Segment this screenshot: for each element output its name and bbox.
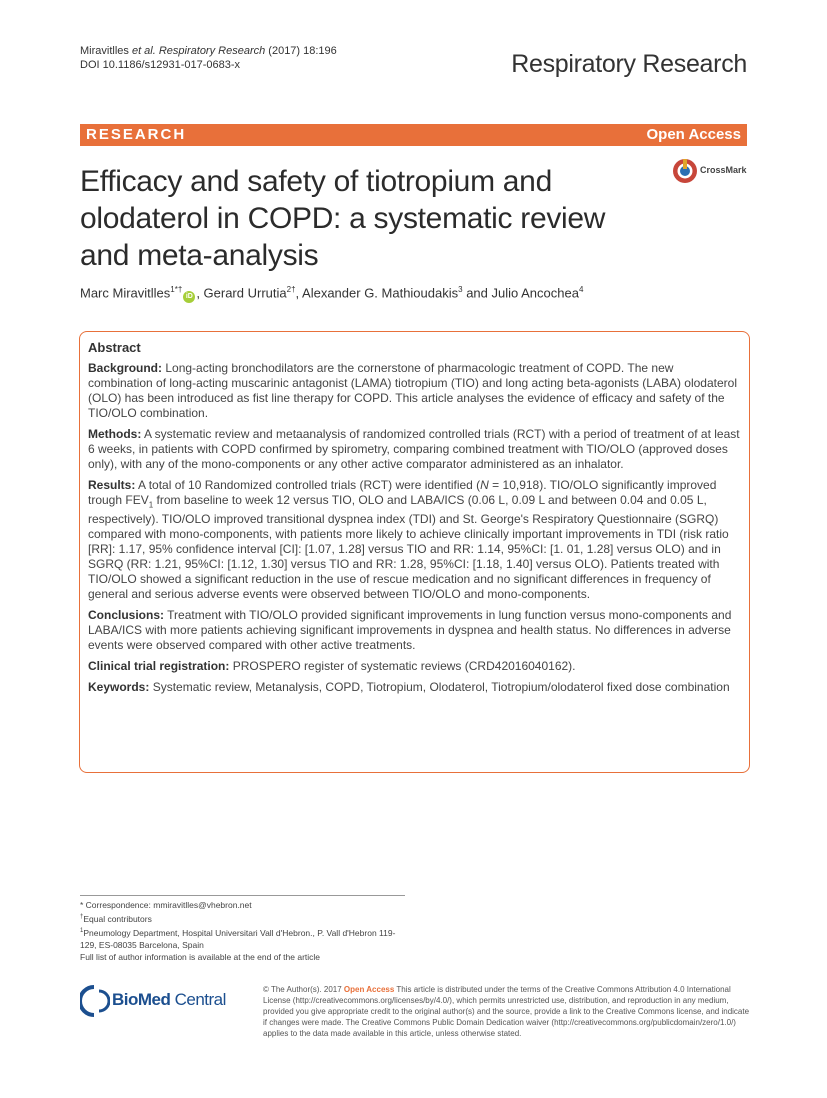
full-list-note: Full list of author information is available at the end of the article [80,951,321,962]
keywords-text: Systematic review, Metanalysis, COPD, Tiotropium, Olodaterol, Tiotropium/olodaterol fixed dose combination [149,680,730,695]
citation-block [80,44,337,72]
biomed-central-logo-icon [80,985,110,1017]
results-text-c: from baseline to week 12 versus TIO, OLO and LABA/ICS (0.06 L, 0.09 L and between 0.04 and 0.05 L, respectively). TIO/OLO improved transitional dyspnea index (TDI) and St. George's Respiratory Questionnaire (SGRQ) compared with mono-components, with patients more likely to achieve clinically important improvements in TDI (risk ratio [RR]: 1.17, 95% confidence interval [CI]: [1.07, 1.28] versus TIO and RR: 1.14, 95%CI: [1. 01, 1.28] versus OLO) and in SGRQ (RR: 1.21, 95%CI: [1.12, 1.30] versus TIO and RR: 1.28, 95%CI: [1.18, 1.40] versus OLO). Patients treated with TIO/OLO showed a significant reduction in the use of rescue medication and no significant differences in frequency of general and serious adverse events were observed between TIO/OLO and mono-components. [88,493,729,602]
citation-year: (2017) 18:196 [265,45,337,57]
title-line-2: olodaterol in COPD: a systematic review [80,202,606,235]
crossmark-label: CrossMark [700,165,747,175]
article-type-banner [80,124,747,146]
abstract-keywords [88,680,741,695]
license-open-access: Open Access [343,985,395,994]
conclusions-label: Conclusions: [88,608,165,623]
author-1[interactable]: Marc Miravitlles [80,285,171,301]
license-body: This article is distributed under the terms of the Creative Commons Attribution 4.0 International License (http://creativecommons.org/licenses/by/4.0/), which permits unrestricted use, distribution, and reproduction in any medium, provided you give appropriate credit to the original author(s) and the source, provide a link to the Creative Commons license, and indicate if changes were made. The Creative Commons Public Domain Dedication waiver (http://creativecommons.org/publicdomain/zero/1.0/) applies to the data made available in this article, unless otherwise stated. [263,985,750,1038]
abstract-heading: Abstract [88,340,141,355]
keywords-label: Keywords: [88,680,150,695]
background-text: Long-acting bronchodilators are the cornerstone of pharmacologic treatment of COPD. The new combination of long-acting muscarinic antagonist (LAMA) tiotropium (TIO) and long acting beta-agonists (LABA) olodaterol (OLO) has been introduced as fist line therapy for COPD. This article analyses the evidence of efficacy and safety of the TIO/OLO combination. [88,361,737,420]
crossmark-icon [672,156,698,186]
title-line-3: and meta-analysis [80,239,319,272]
methods-label: Methods: [88,427,142,441]
publisher-name-bio: BioMed [112,990,171,1009]
publisher-name [112,990,226,1010]
affiliation-text: Pneumology Department, Hospital Universitari Vall d'Hebron., P. Vall d'Hebron 119-129, ES-08035 Barcelona, Spain [80,927,396,950]
author-3-sup: 3 [458,285,463,294]
open-access-label: Open Access [646,126,741,143]
results-text-a: A total of 10 Randomized controlled trials (RCT) were identified ( [135,478,481,492]
abstract-methods [88,427,741,472]
publisher-logo [80,985,260,1021]
abstract-results [88,478,741,602]
affiliation-mark: 1 [80,927,84,934]
author-3[interactable]: , Alexander G. Mathioudakis [295,285,459,301]
results-label: Results: [88,478,136,492]
journal-name: Respiratory Research [511,50,747,78]
results-text-b: = 10,918). TIO/OLO significantly improved trough FEV [88,478,717,507]
registration-text: PROSPERO register of systematic reviews (CRD42016040162). [229,659,576,674]
license-text [263,984,750,1039]
citation-authors: Miravitlles [80,45,132,57]
results-n: N [480,478,489,492]
equal-contributors [80,911,410,925]
registration-label: Clinical trial registration: [88,659,230,674]
author-4[interactable]: and Julio Ancochea [462,285,579,301]
footnotes [80,899,410,963]
methods-text: A systematic review and metaanalysis of randomized controlled trials (RCT) with a period of treatment of at least 6 weeks, in patients with COPD confirmed by spirometry, comparing combined treatment with TIO/OLO (approved doses only), with any of the mono-components or any other active comparator administered as an inhalator. [88,427,740,471]
abstract-background [88,361,741,421]
equal-text: Equal contributors [83,913,152,924]
affiliation [80,925,410,951]
author-list [80,285,583,303]
citation-line [80,44,337,58]
article-title [80,163,640,274]
license-prefix: © The Author(s). 2017 [263,985,344,994]
footnote-divider [80,895,405,896]
publisher-name-central: Central [170,990,226,1009]
background-label: Background: [88,361,163,375]
author-2-sup: 2† [286,285,296,294]
title-line-1: Efficacy and safety of tiotropium and [80,165,552,198]
abstract-registration [88,659,741,674]
author-1-sup: 1*† [170,285,183,294]
abstract-box [79,331,750,773]
citation-journal: et al. Respiratory Research [131,45,266,57]
orcid-icon[interactable]: iD [183,291,195,303]
abstract-conclusions [88,608,741,653]
crossmark-badge[interactable] [672,156,750,186]
doi[interactable]: DOI 10.1186/s12931-017-0683-x [80,59,241,71]
correspondence[interactable]: * Correspondence: mmiravitlles@vhebron.net [80,900,252,910]
author-2[interactable]: , Gerard Urrutia [196,285,287,301]
equal-mark: † [80,914,84,920]
article-type-label: RESEARCH [86,126,187,143]
conclusions-text: Treatment with TIO/OLO provided significant improvements in lung function versus mono-components and LABA/ICS with more patients achieving significant improvements in dyspnea and health status. No differences in adverse events were observed compared with other active treatments. [88,608,732,653]
results-sub: 1 [148,500,154,510]
author-4-sup: 4 [578,285,584,294]
